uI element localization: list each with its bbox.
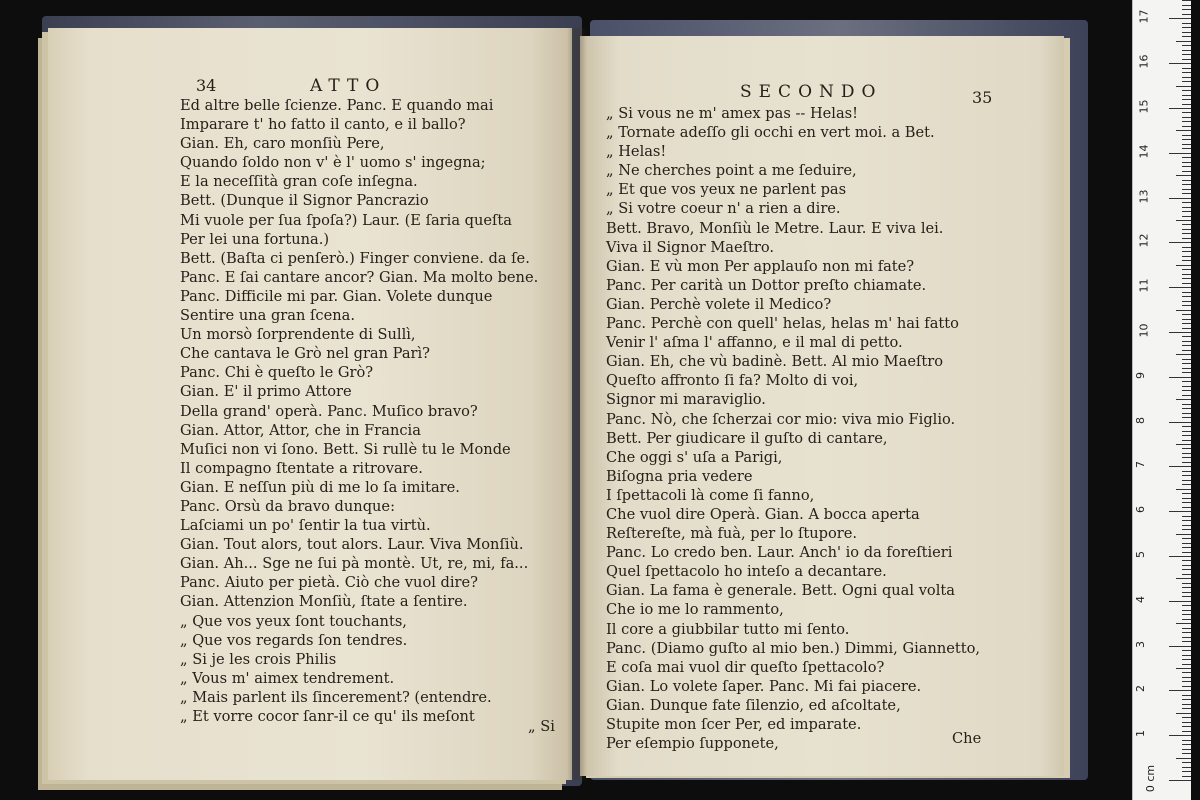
right-page — [580, 36, 1064, 776]
text-line: Mi vuole per ſua ſpoſa?) Laur. (E ſaria queſta — [180, 211, 512, 229]
ruler-tick — [1182, 628, 1191, 629]
ruler-tick — [1182, 72, 1191, 73]
ruler-tick — [1182, 659, 1191, 660]
ruler-tick — [1182, 224, 1191, 225]
text-line: I ſpettacoli là come ſi fanno, — [606, 486, 815, 504]
ruler-tick — [1169, 466, 1191, 467]
ruler-tick — [1169, 18, 1191, 19]
ruler-tick — [1182, 211, 1191, 212]
ruler-tick — [1182, 36, 1191, 37]
ruler-tick — [1182, 480, 1191, 481]
text-line: Bett. Per giudicare il guſto di cantare, — [606, 429, 888, 447]
text-line: Gian. E vù mon Per applauſo non mi fate? — [606, 257, 915, 275]
ruler-tick — [1176, 668, 1191, 669]
left-page-number: 34 — [196, 76, 217, 95]
ruler-tick — [1182, 417, 1191, 418]
text-line: „ Tornate adeſſo gli occhi en vert moi. a Bet. — [606, 124, 935, 142]
ruler-tick — [1182, 637, 1191, 638]
ruler-tick — [1182, 216, 1191, 217]
ruler-tick — [1169, 422, 1191, 423]
ruler-tick — [1182, 708, 1191, 709]
text-line: „ Helas! — [606, 143, 667, 161]
ruler-tick — [1182, 81, 1191, 82]
ruler-tick — [1182, 251, 1191, 252]
text-line: Panc. (Diamo guſto al mio ben.) Dimmi, Giannetto, — [606, 639, 981, 657]
ruler-label: 16 — [1137, 54, 1151, 69]
ruler-tick — [1182, 641, 1191, 642]
text-line: Laſciami un po' ſentir la tua virtù. — [180, 517, 431, 535]
right-page-number: 35 — [972, 88, 993, 107]
ruler-tick — [1182, 319, 1191, 320]
ruler-tick — [1182, 305, 1191, 306]
ruler-tick — [1182, 104, 1191, 105]
ruler-tick — [1182, 592, 1191, 593]
ruler-tick — [1169, 198, 1191, 199]
ruler-tick — [1182, 256, 1191, 257]
ruler-tick — [1176, 444, 1191, 445]
text-line: Che vuol dire Operà. Gian. A bocca aperta — [606, 505, 920, 523]
ruler-tick — [1182, 99, 1191, 100]
ruler-tick — [1182, 502, 1191, 503]
ruler-tick — [1182, 475, 1191, 476]
text-line: „ Si votre coeur n' a rien a dire. — [606, 200, 841, 218]
text-line: Panc. Nò, che ſcherzai cor mio: viva mio Figlio. — [606, 410, 956, 428]
ruler-tick — [1182, 144, 1191, 145]
ruler-tick — [1176, 578, 1191, 579]
ruler-tick — [1182, 301, 1191, 302]
ruler-label: 3 — [1134, 640, 1147, 648]
ruler-tick — [1182, 404, 1191, 405]
ruler-tick — [1182, 171, 1191, 172]
text-line: Per lei una fortuna.) — [180, 230, 330, 248]
ruler-tick — [1182, 552, 1191, 553]
ruler-tick — [1182, 619, 1191, 620]
ruler-tick — [1182, 278, 1191, 279]
ruler-label: 13 — [1137, 189, 1151, 204]
left-catchword: „ Si — [528, 718, 555, 735]
ruler-label: 17 — [1137, 9, 1151, 24]
ruler-tick — [1182, 283, 1191, 284]
ruler-tick — [1182, 453, 1191, 454]
text-line: Quel ſpettacolo ho inteſo a decantare. — [606, 563, 887, 581]
text-line: Gian. Eh, caro monſiù Pere, — [180, 135, 385, 153]
ruler-tick — [1182, 229, 1191, 230]
ruler-tick — [1182, 202, 1191, 203]
text-line: Reſtereſte, mà fuà, per lo ſtupore. — [606, 525, 858, 543]
ruler-tick — [1182, 431, 1191, 432]
ruler-tick — [1182, 776, 1191, 777]
ruler-tick — [1182, 117, 1191, 118]
ruler-tick — [1182, 9, 1191, 10]
ruler-tick — [1182, 328, 1191, 329]
ruler-tick — [1169, 332, 1191, 333]
text-line: „ Si je les crois Philis — [180, 650, 337, 668]
ruler-tick — [1182, 614, 1191, 615]
ruler-tick — [1182, 193, 1191, 194]
ruler-label: 8 — [1134, 416, 1147, 424]
right-catchword: Che — [952, 730, 982, 747]
ruler-tick — [1182, 372, 1191, 373]
text-line: Panc. Per carità un Dottor preſto chiamate. — [606, 276, 927, 294]
ruler-tick — [1182, 704, 1191, 705]
text-line: Per eſempio ſupponete, — [606, 735, 779, 753]
ruler-tick — [1176, 623, 1191, 624]
ruler-tick — [1169, 63, 1191, 64]
text-line: Quando ſoldo non v' è l' uomo s' ingegna; — [180, 154, 486, 172]
ruler-tick — [1169, 646, 1191, 647]
ruler-tick — [1182, 448, 1191, 449]
scale-ruler — [1132, 0, 1191, 800]
ruler-tick — [1182, 341, 1191, 342]
ruler-label: 9 — [1134, 371, 1147, 379]
ruler-tick — [1182, 296, 1191, 297]
ruler-tick — [1182, 574, 1191, 575]
text-line: „ Ne cherches point a me ſeduire, — [606, 162, 857, 180]
text-line: Gian. Attor, Attor, che in Francia — [180, 421, 421, 439]
ruler-tick — [1182, 233, 1191, 234]
text-line: Stupite mon ſcer Per, ed imparate. — [606, 716, 862, 733]
ruler-tick — [1169, 601, 1191, 602]
ruler-tick — [1182, 345, 1191, 346]
ruler-tick — [1169, 735, 1191, 736]
ruler-tick — [1182, 726, 1191, 727]
ruler-label: 5 — [1134, 551, 1147, 558]
ruler-tick — [1182, 50, 1191, 51]
ruler-tick — [1182, 744, 1191, 745]
ruler-tick — [1182, 596, 1191, 597]
ruler-label: 2 — [1134, 685, 1147, 693]
ruler-tick — [1182, 95, 1191, 96]
text-line: E coſa mai vuol dir queſto ſpettacolo? — [606, 658, 885, 676]
text-line: Gian. Perchè volete il Medico? — [606, 295, 832, 313]
ruler-tick — [1182, 112, 1191, 113]
ruler-tick — [1182, 525, 1191, 526]
text-line: Imparare t' ho fatto il canto, e il ballo? — [180, 116, 466, 134]
ruler-tick — [1169, 242, 1191, 243]
text-line: „ Si vous ne m' amex pas -- Helas! — [606, 105, 859, 122]
ruler-tick — [1176, 86, 1191, 87]
ruler-tick — [1182, 27, 1191, 28]
ruler-tick — [1182, 610, 1191, 611]
ruler-tick — [1182, 771, 1191, 772]
text-line: Gian. Ah... Sge ne ſui pà montè. Ut, re, mi, fa... — [180, 555, 529, 573]
ruler-tick — [1182, 5, 1191, 6]
ruler-tick — [1176, 354, 1191, 355]
ruler-tick — [1176, 175, 1191, 176]
ruler-tick — [1182, 731, 1191, 732]
ruler-tick — [1182, 753, 1191, 754]
ruler-tick — [1182, 32, 1191, 33]
right-page-text — [606, 104, 980, 753]
ruler-tick — [1182, 274, 1191, 275]
ruler-label: 7 — [1134, 461, 1147, 469]
text-line: „ Que vos regards ſon tendres. — [180, 631, 408, 649]
ruler-tick — [1182, 529, 1191, 530]
text-line: Un morsò ſorprendente di Sullì, — [180, 326, 416, 344]
left-page-text — [180, 96, 538, 726]
ruler-tick — [1176, 220, 1191, 221]
ruler-tick — [1182, 681, 1191, 682]
text-line: Panc. E ſai cantare ancor? Gian. Ma molto bene. — [180, 268, 539, 286]
ruler-label: 11 — [1137, 278, 1151, 293]
ruler-tick — [1182, 740, 1191, 741]
ruler-tick — [1182, 664, 1191, 665]
ruler-tick — [1182, 538, 1191, 539]
ruler-tick — [1182, 722, 1191, 723]
text-line: Bett. Bravo, Monſiù le Metre. Laur. E viva lei. — [606, 219, 944, 237]
ruler-tick — [1182, 166, 1191, 167]
ruler-tick — [1182, 180, 1191, 181]
ruler-tick — [1176, 399, 1191, 400]
ruler-tick — [1182, 413, 1191, 414]
text-line: Gian. Eh, che vù badinè. Bett. Al mio Maeſtro — [606, 353, 943, 371]
ruler-label: 1 — [1134, 730, 1147, 738]
text-line: Il core a giubbilar tutto mi ſento. — [606, 620, 850, 638]
ruler-tick — [1182, 207, 1191, 208]
ruler-tick — [1182, 435, 1191, 436]
left-running-header: ATTO — [310, 76, 387, 96]
text-line: Viva il Signor Maeſtro. — [606, 238, 775, 256]
ruler-tick — [1182, 386, 1191, 387]
text-line: Gian. Tout alors, tout alors. Laur. Viva Monſiù. — [180, 536, 524, 554]
ruler-tick — [1182, 677, 1191, 678]
ruler-tick — [1182, 632, 1191, 633]
ruler-tick — [1182, 605, 1191, 606]
ruler-tick — [1182, 565, 1191, 566]
ruler-tick — [1182, 148, 1191, 149]
ruler-tick — [1182, 157, 1191, 158]
ruler-tick — [1182, 543, 1191, 544]
ruler-tick — [1182, 457, 1191, 458]
ruler-label: 15 — [1137, 99, 1151, 114]
ruler-tick — [1182, 121, 1191, 122]
ruler-tick — [1182, 381, 1191, 382]
text-line: Che cantava le Grò nel gran Parì? — [180, 345, 430, 363]
ruler-tick — [1182, 77, 1191, 78]
text-line: Bett. (Dunque il Signor Pancrazio — [180, 192, 429, 210]
text-line: Gian. Dunque fate ſilenzio, ed aſcoltate, — [606, 696, 901, 714]
text-line: „ Et que vos yeux ne parlent pas — [606, 181, 847, 199]
ruler-tick — [1176, 534, 1191, 535]
ruler-tick — [1169, 690, 1191, 691]
text-line: „ Mais parlent ils ſincerement? (entendre. — [180, 688, 492, 706]
ruler-tick — [1182, 493, 1191, 494]
text-line: Signor mi maraviglio. — [606, 391, 766, 409]
ruler-tick — [1182, 90, 1191, 91]
text-line: Gian. La fama è generale. Bett. Ogni qual volta — [606, 582, 955, 600]
ruler-tick — [1182, 695, 1191, 696]
ruler-tick — [1182, 336, 1191, 337]
ruler-tick — [1176, 41, 1191, 42]
text-line: „ Et vorre cocor ſanr-il ce qu' ils meſont — [180, 708, 475, 725]
ruler-tick — [1182, 650, 1191, 651]
ruler-tick — [1182, 238, 1191, 239]
text-line: Panc. Aiuto per pietà. Ciò che vuol dire? — [180, 574, 478, 592]
ruler-label: 10 — [1137, 323, 1151, 338]
text-line: Gian. Lo volete ſaper. Panc. Mi fai piacere. — [606, 677, 922, 695]
text-line: Panc. Perchè con quell' helas, helas m' hai fatto — [606, 315, 959, 333]
ruler-tick — [1182, 440, 1191, 441]
ruler-tick — [1182, 14, 1191, 15]
ruler-tick — [1182, 368, 1191, 369]
ruler-tick — [1169, 780, 1191, 781]
ruler-tick — [1182, 426, 1191, 427]
ruler-tick — [1182, 516, 1191, 517]
text-line: Panc. Lo credo ben. Laur. Anch' io da foreſtieri — [606, 544, 953, 562]
ruler-tick — [1176, 489, 1191, 490]
ruler-tick — [1182, 260, 1191, 261]
text-line: E la neceſſità gran coſe inſegna. — [180, 173, 418, 191]
text-line: Muſici non vi ſono. Bett. Si rullè tu le Monde — [180, 440, 511, 458]
ruler-tick — [1182, 462, 1191, 463]
ruler-tick — [1182, 672, 1191, 673]
ruler-tick — [1182, 23, 1191, 24]
ruler-tick — [1182, 126, 1191, 127]
text-line: Panc. Difficile mi par. Gian. Volete dunque — [180, 287, 493, 305]
ruler-tick — [1176, 130, 1191, 131]
ruler-tick — [1169, 511, 1191, 512]
text-line: „ Vous m' aimex tendrement. — [180, 669, 395, 687]
ruler-tick — [1182, 269, 1191, 270]
ruler-tick — [1182, 247, 1191, 248]
ruler-tick — [1182, 292, 1191, 293]
text-line: Il compagno ſtentate a ritrovare. — [180, 459, 423, 477]
ruler-tick — [1182, 314, 1191, 315]
ruler-tick — [1182, 323, 1191, 324]
ruler-tick — [1182, 717, 1191, 718]
ruler-tick — [1182, 184, 1191, 185]
ruler-tick — [1182, 395, 1191, 396]
ruler-label: 0 cm — [1144, 764, 1158, 793]
ruler-label: 4 — [1134, 595, 1147, 603]
ruler-tick — [1182, 583, 1191, 584]
ruler-tick — [1182, 507, 1191, 508]
ruler-tick — [1182, 498, 1191, 499]
ruler-tick — [1182, 45, 1191, 46]
ruler-label: 12 — [1137, 233, 1151, 248]
ruler-tick — [1182, 135, 1191, 136]
left-page — [48, 28, 572, 780]
ruler-tick — [1182, 0, 1191, 1]
ruler-tick — [1169, 153, 1191, 154]
ruler-tick — [1182, 139, 1191, 140]
text-line: Biſogna pria vedere — [606, 467, 753, 485]
ruler-tick — [1176, 310, 1191, 311]
ruler-tick — [1169, 287, 1191, 288]
ruler-tick — [1182, 762, 1191, 763]
ruler-label: 14 — [1137, 144, 1151, 159]
ruler-tick — [1182, 471, 1191, 472]
text-line: „ Que vos yeux ſont touchants, — [180, 612, 407, 630]
ruler-tick — [1182, 363, 1191, 364]
right-running-header: SECONDO — [740, 82, 883, 102]
text-line: Queſto affronto ſi fa? Molto di voi, — [606, 372, 859, 390]
ruler-tick — [1182, 560, 1191, 561]
ruler-tick — [1182, 162, 1191, 163]
text-line: Bett. (Baſta ci penſerò.) Finger conviene. da ſe. — [180, 249, 530, 267]
text-line: Panc. Orsù da bravo dunque: — [180, 497, 395, 515]
ruler-tick — [1182, 359, 1191, 360]
ruler-tick — [1169, 108, 1191, 109]
ruler-tick — [1182, 484, 1191, 485]
ruler-tick — [1182, 54, 1191, 55]
text-line: Gian. E' il primo Attore — [180, 383, 352, 401]
text-line: Venir l' aſma l' affanno, e il mal di petto. — [606, 334, 903, 352]
open-book — [20, 14, 1090, 786]
text-line: Che oggi s' uſa a Parigi, — [606, 448, 783, 466]
ruler-tick — [1182, 390, 1191, 391]
ruler-tick — [1182, 408, 1191, 409]
ruler-tick — [1176, 758, 1191, 759]
text-line: Gian. E neſſun più di me lo ſa imitare. — [180, 478, 460, 496]
ruler-tick — [1182, 547, 1191, 548]
text-line: Della grand' operà. Panc. Muſico bravo? — [180, 402, 478, 420]
ruler-tick — [1182, 569, 1191, 570]
text-line: Che io me lo rammento, — [606, 601, 784, 619]
ruler-tick — [1182, 587, 1191, 588]
text-line: Sentire una gran ſcena. — [180, 307, 355, 325]
ruler-tick — [1169, 377, 1191, 378]
ruler-tick — [1182, 189, 1191, 190]
ruler-tick — [1182, 699, 1191, 700]
ruler-tick — [1182, 68, 1191, 69]
ruler-tick — [1176, 265, 1191, 266]
ruler-label: 6 — [1134, 506, 1147, 514]
text-line: Ed altre belle ſcienze. Panc. E quando mai — [180, 97, 494, 114]
text-line: Gian. Attenzion Monſiù, ſtate a ſentire. — [180, 593, 468, 611]
book-gutter — [567, 28, 587, 780]
ruler-tick — [1182, 655, 1191, 656]
ruler-tick — [1169, 556, 1191, 557]
ruler-tick — [1182, 520, 1191, 521]
ruler-tick — [1182, 350, 1191, 351]
ruler-tick — [1182, 767, 1191, 768]
text-line: Panc. Chi è queſto le Grò? — [180, 364, 374, 382]
ruler-tick — [1182, 749, 1191, 750]
ruler-tick — [1176, 713, 1191, 714]
ruler-tick — [1182, 686, 1191, 687]
ruler-tick — [1182, 59, 1191, 60]
